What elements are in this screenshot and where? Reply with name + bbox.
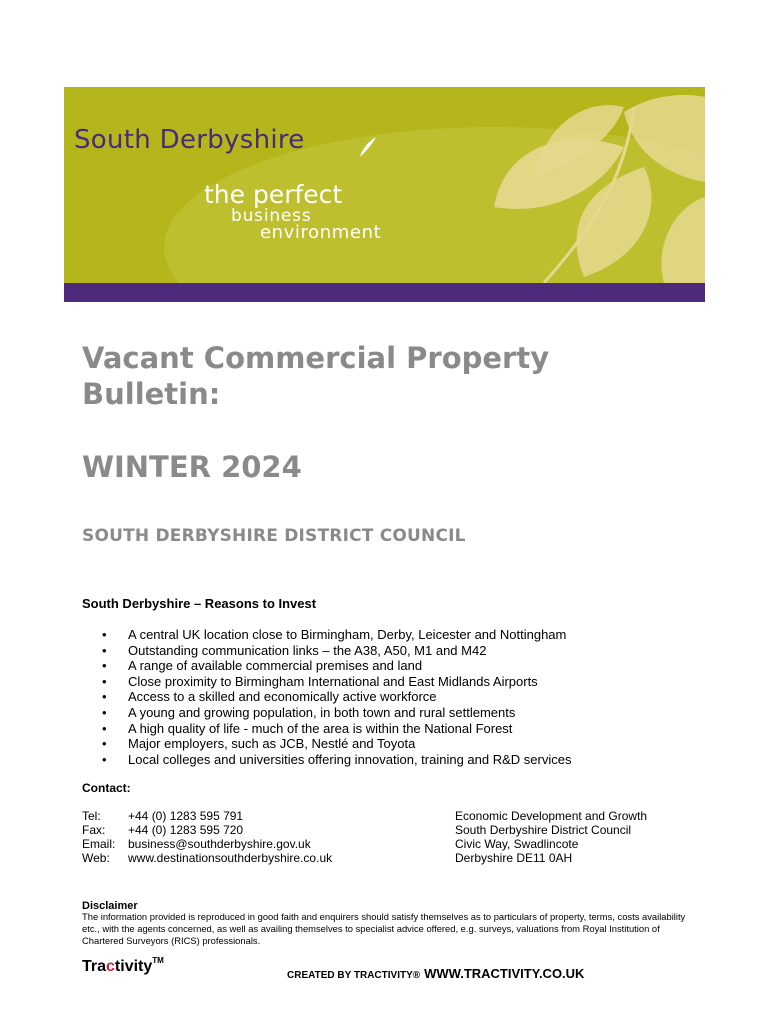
leaves-illustration xyxy=(64,87,705,283)
council-name: SOUTH DERBYSHIRE DISTRICT COUNCIL xyxy=(82,526,466,546)
list-item: • Access to a skilled and economically active workforce xyxy=(100,689,571,705)
contact-label: Email: xyxy=(82,837,116,851)
address-line: South Derbyshire District Council xyxy=(455,823,632,837)
tagline-line-1: the perfect xyxy=(204,180,343,209)
banner-divider xyxy=(64,283,705,302)
list-item: • Local colleges and universities offering innovation, training and R&D services xyxy=(100,752,571,768)
contact-row-tel xyxy=(82,809,332,823)
credit-url-link[interactable]: WWW.TRACTIVITY.CO.UK xyxy=(424,966,585,981)
list-item: • A young and growing population, in both town and rural settlements xyxy=(100,705,571,721)
contact-row-email xyxy=(82,837,332,851)
contact-row-web xyxy=(82,851,332,865)
contact-label: Web: xyxy=(82,851,110,865)
list-item: • A central UK location close to Birmingham, Derby, Leicester and Nottingham xyxy=(100,627,571,643)
contact-label: Tel: xyxy=(82,809,101,823)
list-item: • Close proximity to Birmingham International and East Midlands Airports xyxy=(100,674,571,690)
email-link[interactable]: business@southderbyshire.gov.uk xyxy=(128,837,311,851)
logo-text-accent: c xyxy=(106,958,115,975)
tagline-line-3: environment xyxy=(260,222,382,243)
tagline-line-2: business xyxy=(231,206,312,226)
season-heading: WINTER 2024 xyxy=(82,450,302,484)
contact-heading: Contact: xyxy=(82,781,131,795)
reasons-heading: South Derbyshire – Reasons to Invest xyxy=(82,596,317,611)
list-item: • A range of available commercial premises and land xyxy=(100,658,571,674)
contact-label: Fax: xyxy=(82,823,106,837)
postal-address xyxy=(455,809,647,865)
tractivity-logo xyxy=(82,958,164,976)
address-line: Civic Way, Swadlincote xyxy=(455,837,579,851)
contact-row-fax xyxy=(82,823,332,837)
disclaimer-heading: Disclaimer xyxy=(82,900,138,912)
fax-number: +44 (0) 1283 595 720 xyxy=(128,823,244,837)
trademark-mark: TM xyxy=(152,956,164,965)
document-title: Vacant Commercial Property Bulletin: xyxy=(82,341,550,411)
address-line: Derbyshire DE11 0AH xyxy=(455,851,573,865)
phone-number[interactable]: +44 (0) 1283 595 791 xyxy=(128,809,244,823)
list-item: • Major employers, such as JCB, Nestlé and Toyota xyxy=(100,736,571,752)
list-item: • A high quality of life - much of the area is within the National Forest xyxy=(100,721,571,737)
header-banner xyxy=(64,87,705,283)
credit-text: CREATED BY TRACTIVITY® xyxy=(287,970,421,981)
reasons-list xyxy=(100,627,571,767)
address-line: Economic Development and Growth xyxy=(455,809,648,823)
footer-credit xyxy=(287,966,584,981)
list-item: • Outstanding communication links – the A38, A50, M1 and M42 xyxy=(100,643,571,659)
logo-text-prefix: Tra xyxy=(82,958,107,975)
logo-text-suffix: tivity xyxy=(114,958,153,975)
website-link[interactable]: www.destinationsouthderbyshire.co.uk xyxy=(128,851,333,865)
disclaimer-text: The information provided is reproduced in good faith and enquirers should satisfy themselves as to particulars of property, terms, costs availability etc., with the agents concerned, as well as availing themselves to specialist advice offered, e.g. surveys, valuations from Royal Institution of Chartered Surveyors (RICS) professionals. xyxy=(82,911,686,946)
brand-title: South Derbyshire xyxy=(74,125,305,155)
contact-details xyxy=(82,809,332,865)
